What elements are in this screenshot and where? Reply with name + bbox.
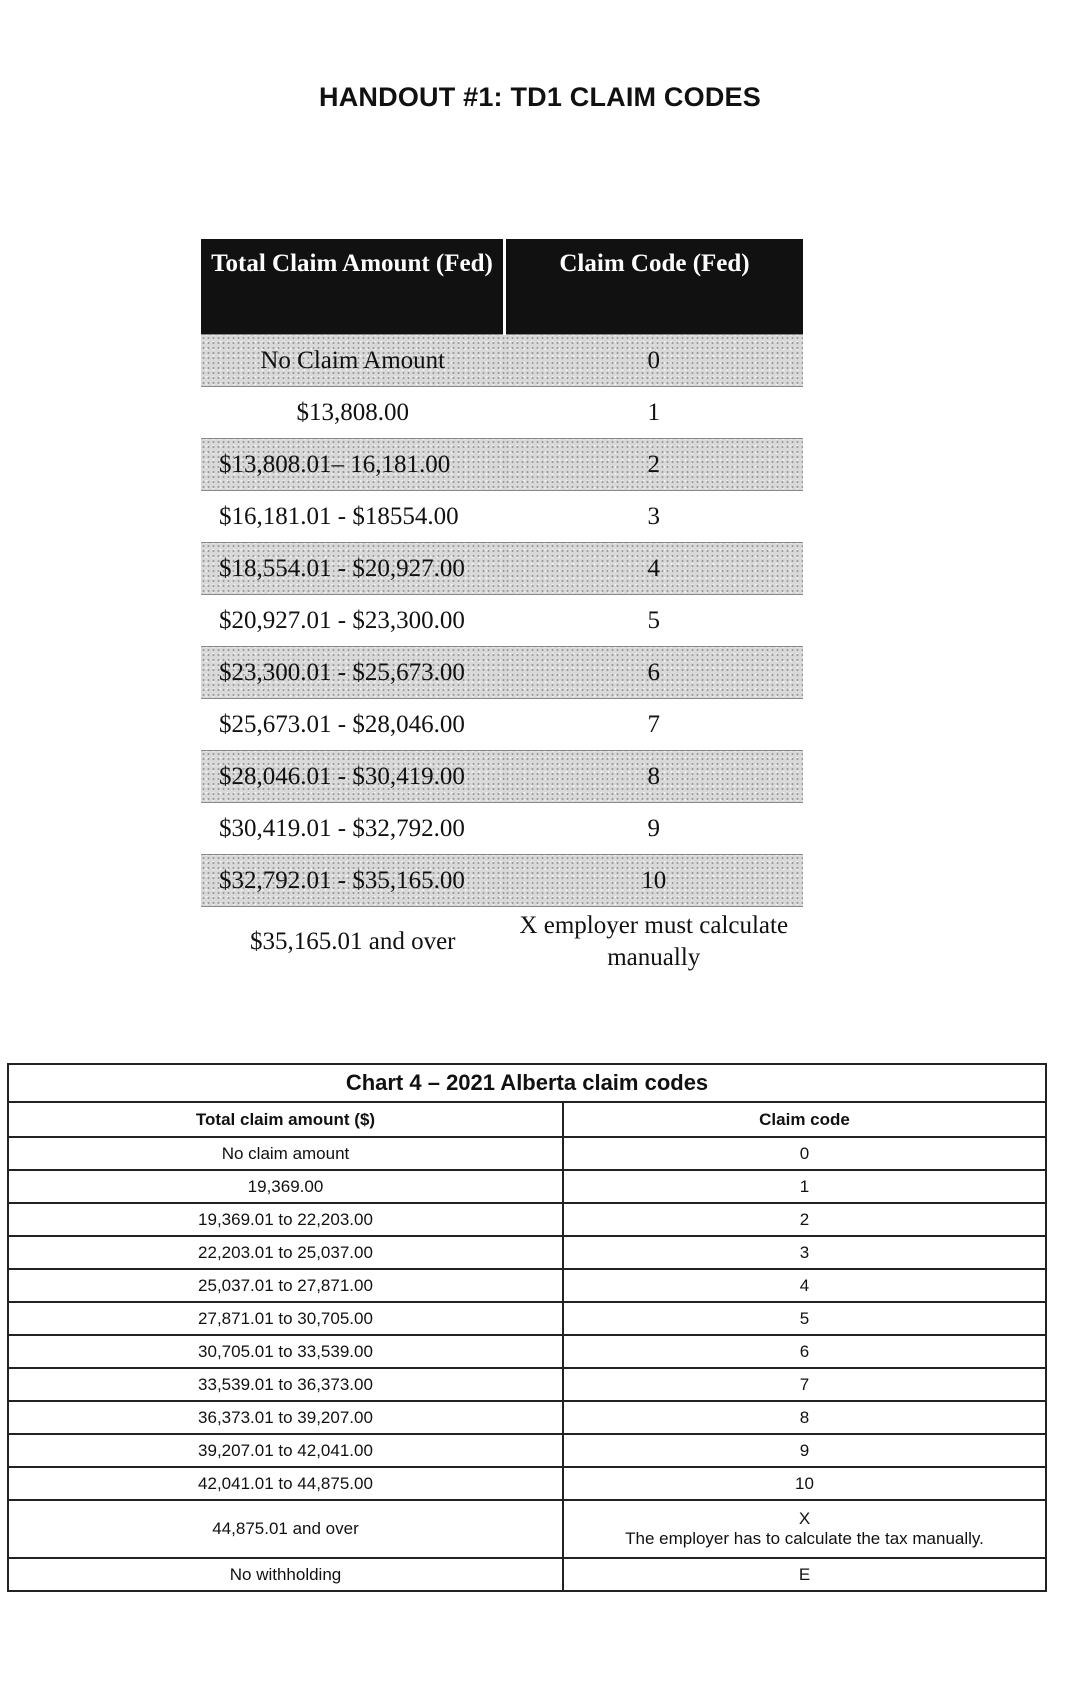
table-row bbox=[8, 1335, 1046, 1368]
table-row bbox=[201, 335, 803, 387]
alberta-code-cell: 0 bbox=[563, 1137, 1046, 1170]
table-row bbox=[8, 1203, 1046, 1236]
federal-code-cell: 10 bbox=[505, 855, 804, 907]
federal-amount-cell: $35,165.01 and over bbox=[249, 928, 456, 955]
table-row bbox=[201, 543, 803, 595]
table-row bbox=[8, 1401, 1046, 1434]
table-row bbox=[8, 1269, 1046, 1302]
alberta-code-cell: 2 bbox=[563, 1203, 1046, 1236]
table-row bbox=[8, 1434, 1046, 1467]
table-row bbox=[8, 1137, 1046, 1170]
federal-code-cell: 9 bbox=[647, 814, 660, 842]
federal-code-cell: 8 bbox=[505, 751, 804, 803]
alberta-code-cell bbox=[563, 1500, 1046, 1558]
table-row bbox=[201, 491, 803, 543]
alberta-code-cell: 7 bbox=[563, 1368, 1046, 1401]
table-row bbox=[8, 1558, 1046, 1591]
federal-amount-cell: $30,419.01 - $32,792.00 bbox=[219, 814, 465, 842]
alberta-amount-cell: 25,037.01 to 27,871.00 bbox=[8, 1269, 563, 1302]
federal-code-cell: 7 bbox=[647, 710, 660, 738]
page-title: HANDOUT #1: TD1 CLAIM CODES bbox=[319, 82, 761, 112]
alberta-amount-cell: 22,203.01 to 25,037.00 bbox=[8, 1236, 563, 1269]
table-row bbox=[201, 595, 803, 647]
federal-claim-codes-table bbox=[201, 239, 803, 977]
alberta-code-cell: 8 bbox=[563, 1401, 1046, 1434]
alberta-code-cell: 10 bbox=[563, 1467, 1046, 1500]
federal-code-cell: 1 bbox=[647, 398, 660, 426]
alberta-code-value: X bbox=[798, 1509, 811, 1528]
federal-code-cell: 3 bbox=[647, 502, 660, 530]
federal-code-cell: 5 bbox=[647, 606, 660, 634]
alberta-claim-codes-table bbox=[7, 1063, 1047, 1592]
federal-amount-cell: $13,808.00 bbox=[296, 398, 409, 426]
alberta-amount-cell: 39,207.01 to 42,041.00 bbox=[8, 1434, 563, 1467]
federal-header-row bbox=[201, 239, 803, 335]
federal-amount-cell: $20,927.01 - $23,300.00 bbox=[219, 606, 465, 634]
federal-amount-cell: $32,792.01 - $35,165.00 bbox=[201, 855, 505, 907]
alberta-amount-cell: 19,369.01 to 22,203.00 bbox=[8, 1203, 563, 1236]
table-row bbox=[201, 439, 803, 491]
federal-header-amount: Total Claim Amount (Fed) bbox=[201, 239, 505, 335]
federal-amount-cell: $16,181.01 - $18554.00 bbox=[219, 502, 459, 530]
alberta-code-cell: 3 bbox=[563, 1236, 1046, 1269]
alberta-amount-cell: No claim amount bbox=[8, 1137, 563, 1170]
alberta-caption-row bbox=[8, 1064, 1046, 1102]
alberta-amount-cell: 44,875.01 and over bbox=[8, 1500, 563, 1558]
table-row bbox=[8, 1302, 1046, 1335]
table-row bbox=[201, 699, 803, 751]
table-row bbox=[201, 387, 803, 439]
alberta-amount-cell: No withholding bbox=[8, 1558, 563, 1591]
alberta-code-cell: 9 bbox=[563, 1434, 1046, 1467]
federal-amount-cell: $25,673.01 - $28,046.00 bbox=[219, 710, 465, 738]
alberta-amount-cell: 27,871.01 to 30,705.00 bbox=[8, 1302, 563, 1335]
table-row bbox=[8, 1368, 1046, 1401]
alberta-code-cell: E bbox=[563, 1558, 1046, 1591]
federal-code-cell: X employer must calculate manually bbox=[519, 912, 789, 971]
table-row bbox=[201, 647, 803, 699]
table-row bbox=[8, 1236, 1046, 1269]
alberta-code-cell: 5 bbox=[563, 1302, 1046, 1335]
federal-header-code: Claim Code (Fed) bbox=[505, 239, 804, 335]
table-row bbox=[8, 1500, 1046, 1558]
table-row bbox=[8, 1467, 1046, 1500]
table-row bbox=[201, 751, 803, 803]
table-row bbox=[201, 855, 803, 907]
federal-code-cell: 6 bbox=[505, 647, 804, 699]
alberta-amount-cell: 33,539.01 to 36,373.00 bbox=[8, 1368, 563, 1401]
federal-amount-cell: No Claim Amount bbox=[201, 335, 505, 387]
alberta-code-cell: 6 bbox=[563, 1335, 1046, 1368]
federal-amount-cell: $13,808.01– 16,181.00 bbox=[201, 439, 505, 491]
alberta-code-note: The employer has to calculate the tax manually. bbox=[625, 1529, 984, 1548]
federal-amount-cell: $28,046.01 - $30,419.00 bbox=[201, 751, 505, 803]
federal-amount-cell: $23,300.01 - $25,673.00 bbox=[201, 647, 505, 699]
alberta-header-row bbox=[8, 1102, 1046, 1137]
alberta-header-code: Claim code bbox=[563, 1102, 1046, 1137]
federal-amount-cell: $18,554.01 - $20,927.00 bbox=[201, 543, 505, 595]
alberta-table-caption: Chart 4 – 2021 Alberta claim codes bbox=[8, 1064, 1046, 1102]
alberta-amount-cell: 36,373.01 to 39,207.00 bbox=[8, 1401, 563, 1434]
alberta-amount-cell: 19,369.00 bbox=[8, 1170, 563, 1203]
alberta-code-cell: 4 bbox=[563, 1269, 1046, 1302]
alberta-amount-cell: 42,041.01 to 44,875.00 bbox=[8, 1467, 563, 1500]
table-row bbox=[8, 1170, 1046, 1203]
alberta-code-cell: 1 bbox=[563, 1170, 1046, 1203]
table-row bbox=[201, 803, 803, 855]
federal-code-cell: 0 bbox=[505, 335, 804, 387]
alberta-amount-cell: 30,705.01 to 33,539.00 bbox=[8, 1335, 563, 1368]
federal-code-cell: 2 bbox=[505, 439, 804, 491]
table-row bbox=[201, 907, 803, 978]
alberta-header-amount: Total claim amount ($) bbox=[8, 1102, 563, 1137]
federal-code-cell: 4 bbox=[505, 543, 804, 595]
